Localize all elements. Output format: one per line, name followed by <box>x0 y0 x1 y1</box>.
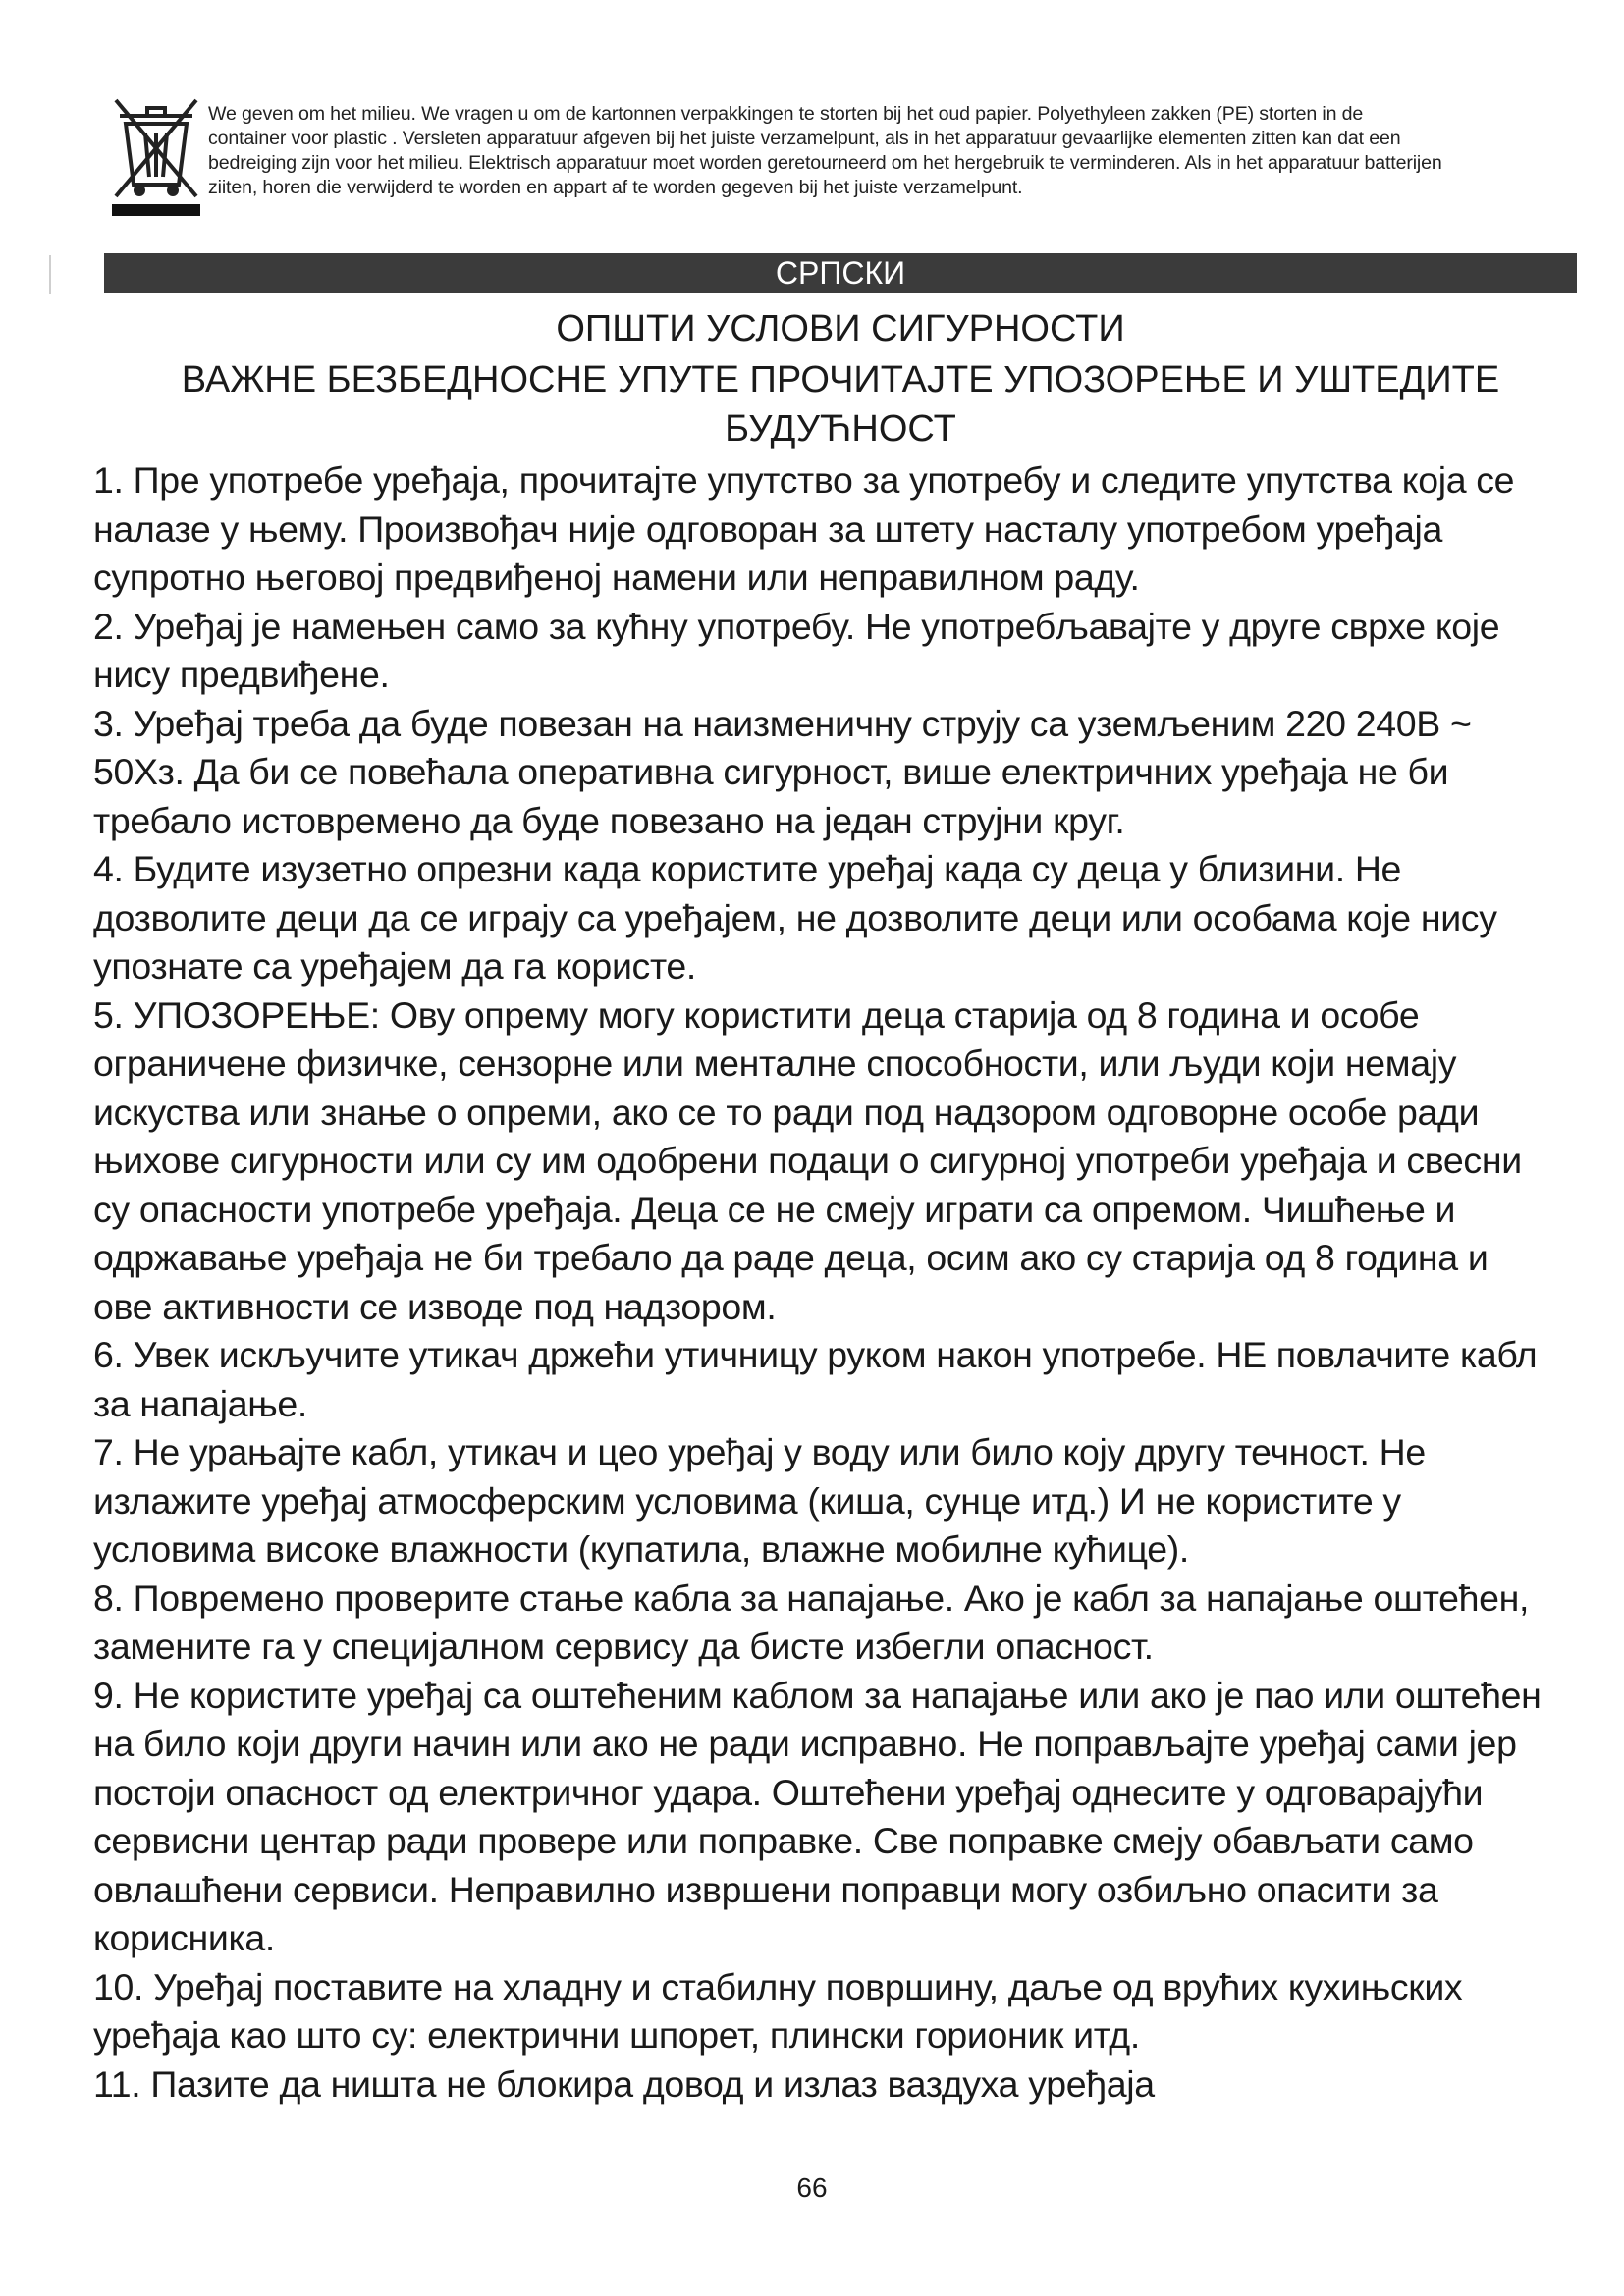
list-item: 6. Увек искључите утикач држећи утичницу руком након употребе. НЕ повлачите кабл за напајање. <box>93 1334 1538 1424</box>
margin-mark <box>49 255 51 294</box>
recycling-notice-text: We geven om het milieu. We vragen u om de kartonnen verpakkingen te storten bij het oud papier. Polyethyleen zakken (PE) storten in de container voor plastic . Versleten apparatuur afgeven bij het juiste verzamelpunt, als in het apparatuur gevaarlijke elementen zitten kan dat een bedreiging zijn voor het milieu. Elektrisch apparatuur moet worden geretourneerd om het hergebruik te verminderen. Als in het apparatuur batterijen ziiten, horen die verwijderd te worden en appart af te worden gegeven bij het juiste verzamelpunt. <box>208 103 1442 198</box>
page-title: ОПШТИ УСЛОВИ СИГУРНОСТИ <box>556 308 1125 349</box>
safety-instructions-list <box>93 456 1546 2109</box>
list-item: 7. Не урањајте кабл, утикач и цео уређај у воду или било коју другу течност. Не излажите уређај атмосферским условима (киша, сунце итд.) И не користите у условима високе влажности (купатила, влажне мобилне кућице). <box>93 1431 1426 1570</box>
list-item: 9. Не користите уређај са оштећеним каблом за напајање или ако је пао или оштећен на било који други начин или ако не ради исправно. Не поправљајте уређај сами јер постоји опасност од електричног удара. Оштећени уређај однесите у одговарајући сервисни центар ради провере или поправке. Све поправке смеју обављати само овлашћени сервиси. Неправилно извршени поправци могу озбиљно опасити за корисника. <box>93 1674 1542 1958</box>
list-item: 2. Уређај је намењен само за кућну употребу. Не употребљавајте у друге сврхе које нису предвиђене. <box>93 605 1500 695</box>
language-header-bar: СРПСКИ <box>104 253 1577 293</box>
page-number: 66 <box>796 2172 828 2203</box>
list-item: 8. Повремено проверите стање кабла за напајање. Ако је кабл за напајање оштећен, замените га у специјалном сервису да бисте избегли опасност. <box>93 1576 1530 1667</box>
list-item: 10. Уређај поставите на хладну и стабилну површину, даље од врућих кухињских уређаја као што су: електрични шпорет, плински горионик итд. <box>93 1965 1463 2056</box>
crossed-out-wheelie-bin-icon <box>110 94 202 218</box>
page-subtitle: ВАЖНЕ БЕЗБЕДНОСНЕ УПУТЕ ПРОЧИТАЈТЕ УПОЗОРЕЊЕ И УШТЕДИТЕ БУДУЋНОСТ <box>181 359 1500 450</box>
list-item: 1. Пре употребе уређаја, прочитајте упутство за употребу и следите упутства која се налазе у њему. Произвођач није одговоран за штету насталу употребом уређаја супротно његовој предвиђеној намени или неправилном раду. <box>93 459 1515 598</box>
list-item: 5. УПОЗОРЕЊЕ: Ову опрему могу користити деца старија од 8 година и особе ограничене физичке, сензорне или менталне способности, или људи који немају искуства или знање о опреми, ако се то ради под надзором одговорне особе ради њихове сигурности или су им одобрени подаци о сигурној употреби уређаја и свесни су опасности употребе уређаја. Деца се не смеју играти са опремом. Чишћење и одржавање уређаја не би требало да раде деца, осим ако су старија од 8 година и ове активности се изводе под надзором. <box>93 993 1522 1327</box>
list-item: 4. Будите изузетно опрезни када користите уређај када су деца у близини. Не дозволите деци да се играју са уређајем, не дозволите деци или особама које нису упознате са уређајем да га користе. <box>93 848 1497 987</box>
list-item: 11. Пазите да ништа не блокира довод и излаз ваздуха уређаја <box>93 2062 1155 2105</box>
list-item: 3. Уређај треба да буде повезан на наизменичну струју са уземљеним 220 240В ~ 50Хз. Да би се повећала оперативна сигурност, више електричних уређаја не би требало истовремено да буде повезано на један струјни круг. <box>93 702 1472 841</box>
